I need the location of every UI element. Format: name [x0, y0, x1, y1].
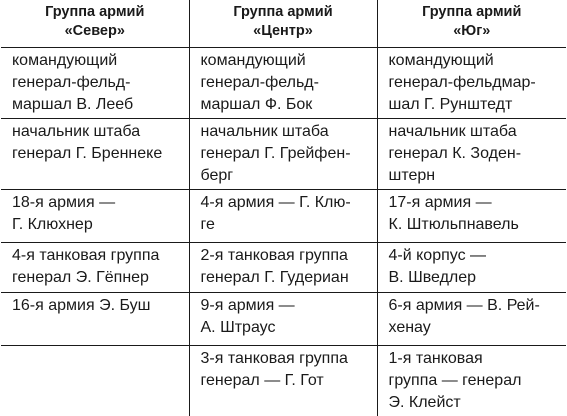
header-name: «Юг»	[453, 23, 491, 39]
table-cell: начальник штаба генерал Г. Бреннеке	[1, 118, 189, 189]
table-row	[1, 345, 566, 416]
table-cell: 4-я армия — Г. Клю- ге	[189, 189, 377, 242]
header-army-group-south	[377, 0, 566, 47]
table-cell: начальник штаба генерал К. Зоден- штерн	[377, 118, 566, 189]
table-cell: командующий генерал-фельд- маршал В. Лееб	[1, 47, 189, 118]
table-cell: 18-я армия — Г. Клюхнер	[1, 189, 189, 242]
table-cell: 16-я армия Э. Буш	[1, 292, 189, 345]
table-cell: начальник штаба генерал Г. Грейфен- берг	[189, 118, 377, 189]
table-cell: 17-я армия — К. Штюльпнавель	[377, 189, 566, 242]
header-name: «Центр»	[253, 23, 313, 39]
table-row-commanders	[1, 47, 566, 118]
table-cell: 6-я армия — В. Рей- хенау	[377, 292, 566, 345]
table-cell: 9-я армия — А. Штраус	[189, 292, 377, 345]
header-label: Группа армий	[233, 4, 333, 20]
header-name: «Север»	[64, 23, 125, 39]
table-row	[1, 292, 566, 345]
table-cell: командующий генерал-фельдмар- шал Г. Рунштедт	[377, 47, 566, 118]
header-label: Группа армий	[45, 4, 145, 20]
table-row	[1, 189, 566, 242]
header-army-group-center	[189, 0, 377, 47]
header-label: Группа армий	[422, 4, 522, 20]
table-cell: 2-я танковая группа генерал Г. Гудериан	[189, 242, 377, 292]
table-cell: 4-я танковая группа генерал Э. Гёпнер	[1, 242, 189, 292]
table-cell: 3-я танковая группа генерал — Г. Гот	[189, 345, 377, 416]
header-army-group-north	[1, 0, 189, 47]
table-cell: командующий генерал-фельд- маршал Ф. Бок	[189, 47, 377, 118]
table-cell-empty	[1, 345, 189, 416]
table-header-row	[1, 0, 566, 47]
table-cell: 1-я танковая группа — генерал Э. Клейст	[377, 345, 566, 416]
table-row	[1, 242, 566, 292]
table-cell: 4-й корпус — В. Шведлер	[377, 242, 566, 292]
table-row-chiefs-of-staff	[1, 118, 566, 189]
army-groups-table	[1, 0, 566, 416]
